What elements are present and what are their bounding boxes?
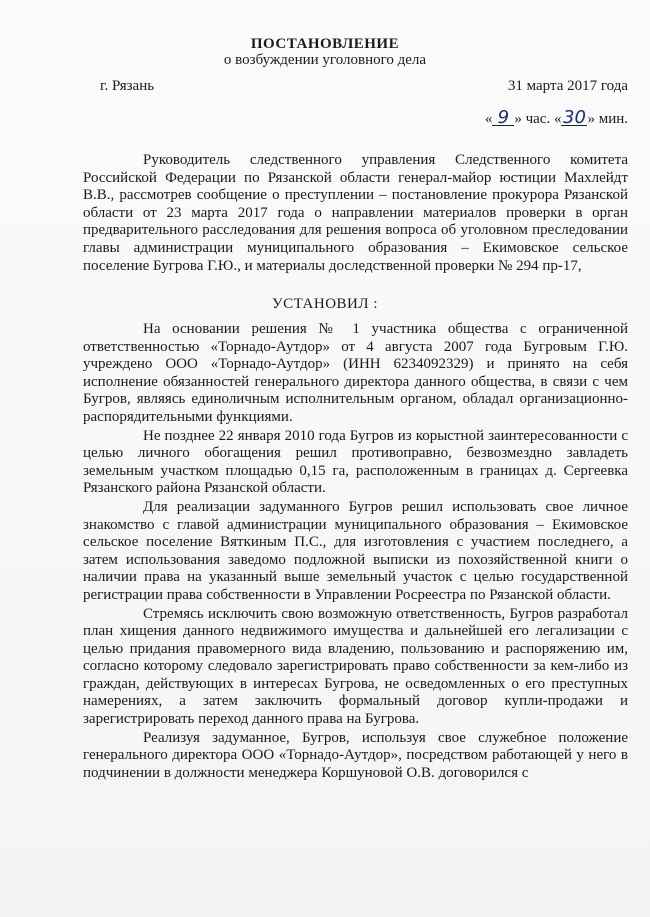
time-minutes-suffix: » мин. xyxy=(587,111,628,127)
handwritten-minutes: 30 xyxy=(563,107,586,128)
intro-block xyxy=(83,152,628,276)
findings-block xyxy=(83,321,628,783)
paragraph: Для реализации задуманного Бугров решил использовать свое личное знакомство с главой администрации муниципального образования – Екимовское сельское поселение Вяткиным П.С., для изготовления с участием последнего, а затем использования заведомо подложной выписки из похозяйственной книги о наличии права на указанный выше земельный участок с целью государственной регистрации права собственности в Управлении Росреестра по Рязанской области. xyxy=(83,498,628,603)
section-heading: УСТАНОВИЛ : xyxy=(272,296,378,312)
handwritten-hours: 9 xyxy=(492,111,514,126)
document-date: 31 марта 2017 года xyxy=(507,78,628,94)
paragraph: На основании решения № 1 участника общества с ограниченной ответственностью «Торнадо-Аутдор» от 4 августа 2007 года Бугровым Г.Ю. учреждено ООО «Торнадо-Аутдор» (ИНН 6234092329) и принято на себя исполнение обязанностей генерального директора данного общества, в связи с чем Бугров, являясь единоличным исполнительным органом, обладал организационно-распорядительными функциями. xyxy=(83,321,628,425)
paragraph: Не позднее 22 января 2010 года Бугров из корыстной заинтересованности с целью личного обогащения решил противоправно, безвозмездно завладеть земельным участком площадью 0,15 га, расположенным в границах д. Сергеевка Рязанского района Рязанской области. xyxy=(83,427,628,497)
intro-paragraph: Руководитель следственного управления Следственного комитета Российской Федерации по Рязанской области генерал-майор юстиции Махлейдт В.В., рассмотрев сообщение о преступлении – постановление прокурора Рязанской области от 23 марта 2017 года о направлении материалов проверки в орган предварительного расследования для решения вопроса об уголовном преследовании главы администрации муниципального образования – Екимовское сельское поселение Бугрова Г.Ю., и материалы доследственной проверки № 294 пр-17, xyxy=(83,152,628,274)
document-title: ПОСТАНОВЛЕНИЕ xyxy=(250,36,400,52)
time-line xyxy=(484,107,628,128)
paragraph: Реализуя задуманное, Бугров, используя свое служебное положение генерального директора ООО «Торнадо-Аутдор», посредством работающей у него в подчинении в должности менеджера Коршуновой О.В. договорился с xyxy=(83,729,628,781)
paragraph: Стремясь исключить свою возможную ответственность, Бугров разработал план хищения данного недвижимого имущества и дальнейшей его легализации с целью придания правомерного вида владению, пользованию и распоряжению им, согласно которому следовало зарегистрировать право собственности за кем-либо из граждан, действующих в интересах Бугрова, не осведомленных о его преступных намерениях, а затем заключить формальный договор купли-продажи и зарегистрировать переход данного права на Бугрова. xyxy=(83,605,628,728)
time-open-quote: « xyxy=(484,111,493,127)
city-label: г. Рязань xyxy=(100,78,155,94)
document-subtitle: о возбуждении уголовного дела xyxy=(223,52,427,68)
time-hours-suffix: » час. « xyxy=(514,111,562,127)
